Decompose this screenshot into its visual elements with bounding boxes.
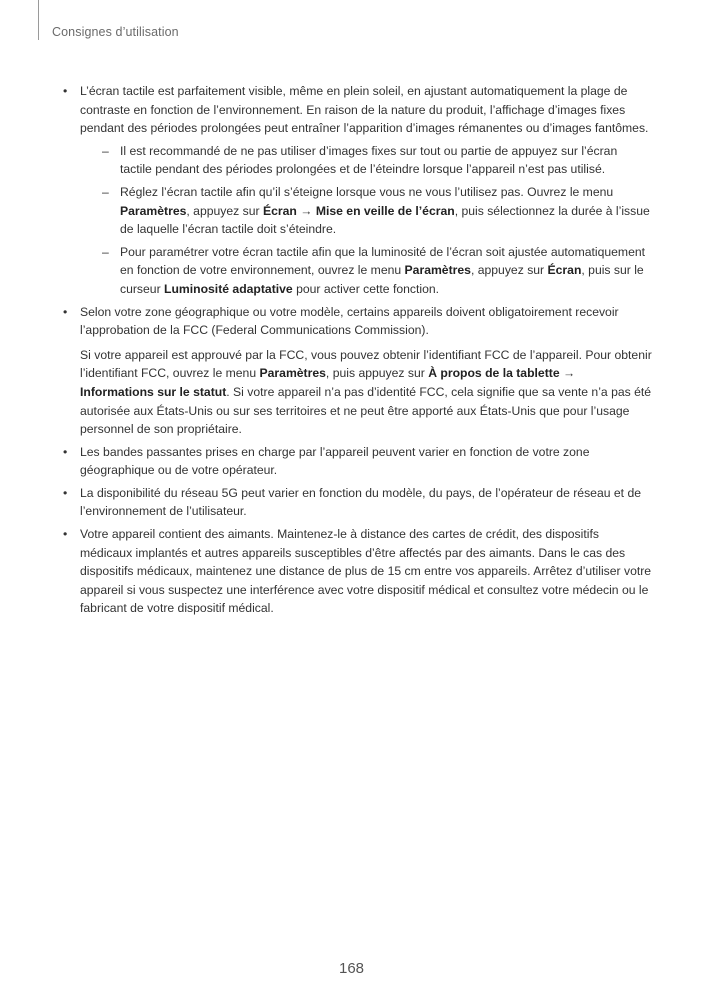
bullet-text: Les bandes passantes prises en charge par l’appareil peuvent varier en fonction de votre zone géographique ou de votre opérateur. bbox=[80, 444, 590, 478]
bullet-text: La disponibilité du réseau 5G peut varier en fonction du modèle, du pays, de l’opérateur de réseau et de l’environnement de l’utilisateur. bbox=[80, 485, 641, 519]
bullet-marker: • bbox=[63, 485, 68, 500]
bullet-item bbox=[60, 525, 652, 618]
menu-keyword: Mise en veille de l’écran bbox=[315, 203, 455, 218]
dash-marker: – bbox=[102, 244, 109, 259]
sub-item bbox=[80, 183, 652, 239]
bullet-item bbox=[60, 443, 652, 480]
bullet-marker: • bbox=[63, 527, 68, 542]
sub-item-text: Il est recommandé de ne pas utiliser d’images fixes sur tout ou partie de appuyez sur l’écran tactile pendant des périodes prolongées et de l’éteindre lorsque l’appareil n’est pas utilisé. bbox=[120, 143, 618, 177]
bullet-text: Selon votre zone géographique ou votre modèle, certains appareils doivent obligatoirement recevoir l’approbation de la FCC (Federal Communications Commission). bbox=[80, 304, 619, 338]
sub-item-text: Pour paramétrer votre écran tactile afin que la luminosité de l’écran soit ajustée automatiquement en fonction de votre environnement, ouvrez le menu bbox=[120, 244, 646, 278]
page-content bbox=[60, 82, 652, 622]
bullet-marker: • bbox=[63, 84, 68, 98]
menu-keyword: Écran bbox=[262, 203, 297, 218]
page-number: 168 bbox=[338, 960, 365, 977]
sub-item-text: , appuyez sur bbox=[186, 203, 263, 218]
menu-keyword: Paramètres bbox=[404, 263, 471, 278]
sub-item-text: Réglez l’écran tactile afin qu’il s’éteigne lorsque vous ne vous l’utilisez pas. Ouvrez le menu bbox=[120, 184, 614, 199]
sub-item-text: , appuyez sur bbox=[470, 263, 548, 278]
page-header: Consignes d’utilisation bbox=[52, 25, 179, 39]
menu-keyword: Paramètres bbox=[120, 203, 187, 218]
sub-item-text: pour activer cette fonction. bbox=[292, 281, 440, 296]
bullet-item bbox=[60, 303, 652, 439]
bullet-marker: • bbox=[63, 444, 68, 459]
menu-keyword: Paramètres bbox=[259, 366, 326, 381]
paragraph-text: . Si votre appareil n’a pas d’identité FCC, cela signifie que sa vente n’a pas été autorisée aux États-Unis ou sur ses territoires et ne peut être apporté aux États-Unis que pour l’usage personnel de son propriétaire. bbox=[80, 384, 652, 437]
bullet-item bbox=[60, 484, 652, 521]
header-divider bbox=[38, 0, 39, 40]
menu-keyword: À propos de la tablette bbox=[428, 366, 560, 381]
arrow-glyph: → bbox=[296, 203, 316, 218]
menu-keyword: Luminosité adaptative bbox=[164, 281, 293, 296]
menu-keyword: Informations sur le statut bbox=[80, 384, 227, 399]
sub-item-text: , puis sélectionnez la durée à l’issue de laquelle l’écran tactile doit s’éteindre. bbox=[120, 203, 650, 237]
bullet-text: L’écran tactile est parfaitement visible, même en plein soleil, en ajustant automatiquement la plage de contraste en fonction de l’environnement. En raison de la nature du produit, l’affichage d’images fixes pendant des périodes prolongées peut entraîner l’apparition d’images rémanentes ou d’images fantômes. bbox=[80, 84, 649, 136]
sub-item bbox=[80, 243, 652, 299]
bullet-paragraph bbox=[80, 346, 652, 439]
dash-marker: – bbox=[102, 184, 109, 199]
arrow-glyph: → bbox=[559, 366, 576, 381]
bullet-marker: • bbox=[63, 304, 68, 319]
sub-item-text: , puis sur le curseur bbox=[120, 263, 644, 296]
paragraph-text: Si votre appareil est approuvé par la FCC, vous pouvez obtenir l’identifiant FCC de l’appareil. Pour obtenir l’identifiant FCC, ouvrez le menu bbox=[80, 347, 652, 381]
bullet-item bbox=[60, 82, 652, 299]
bullet-text: Votre appareil contient des aimants. Maintenez-le à distance des cartes de crédit, des dispositifs médicaux implantés et autres appareils susceptibles d’être affectés par des aimants. Dans le cas des dispositifs médicaux, maintenez une distance de plus de 15 cm entre vos appareils. Arrêtez d’utiliser votre appareil si vous suspectez une interférence avec votre dispositif médical et consultez votre médecin ou le fabricant de votre dispositif médical. bbox=[80, 527, 652, 616]
menu-keyword: Écran bbox=[547, 263, 582, 278]
sub-item bbox=[80, 142, 652, 179]
paragraph-text: , puis appuyez sur bbox=[325, 366, 429, 381]
dash-marker: – bbox=[102, 143, 109, 158]
